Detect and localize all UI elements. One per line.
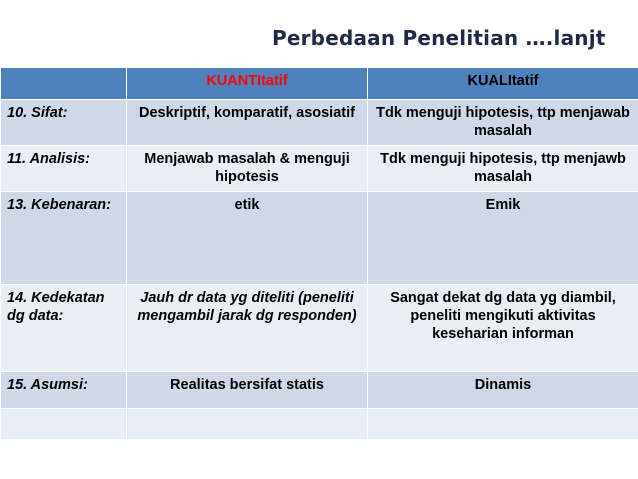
kualitatif-cell: Dinamis — [368, 372, 638, 409]
kualitatif-cell: Sangat dekat dg data yg diambil, peneliti mengikuti aktivitas keseharian informan — [368, 285, 638, 372]
empty-cell — [127, 409, 368, 440]
table-row-empty — [1, 409, 638, 440]
header-cell-empty — [1, 68, 127, 100]
kuantitatif-cell: Realitas bersifat statis — [127, 372, 368, 409]
row-label: 13. Kebenaran: — [1, 192, 127, 285]
kualitatif-cell: Tdk menguji hipotesis, ttp menjawab masalah — [368, 100, 638, 146]
slide-title: Perbedaan Penelitian ….lanjt — [272, 26, 606, 50]
table-row — [1, 285, 638, 372]
kuantitatif-cell: Jauh dr data yg diteliti (peneliti mengambil jarak dg responden) — [127, 285, 368, 372]
row-label: 15. Asumsi: — [1, 372, 127, 409]
header-cell-kualitatif: KUALItatif — [368, 68, 638, 100]
empty-cell — [1, 409, 127, 440]
kualitatif-cell: Emik — [368, 192, 638, 285]
table-row — [1, 372, 638, 409]
comparison-table — [0, 67, 638, 440]
table-header-row — [1, 68, 638, 100]
table-row — [1, 146, 638, 192]
kuantitatif-cell: Deskriptif, komparatif, asosiatif — [127, 100, 368, 146]
header-cell-kuantitatif: KUANTItatif — [127, 68, 368, 100]
kuantitatif-cell: etik — [127, 192, 368, 285]
row-label: 11. Analisis: — [1, 146, 127, 192]
row-label: 14. Kedekatan dg data: — [1, 285, 127, 372]
table-row — [1, 100, 638, 146]
table-row — [1, 192, 638, 285]
kuantitatif-cell: Menjawab masalah & menguji hipotesis — [127, 146, 368, 192]
empty-cell — [368, 409, 638, 440]
kualitatif-cell: Tdk menguji hipotesis, ttp menjawb masalah — [368, 146, 638, 192]
row-label: 10. Sifat: — [1, 100, 127, 146]
